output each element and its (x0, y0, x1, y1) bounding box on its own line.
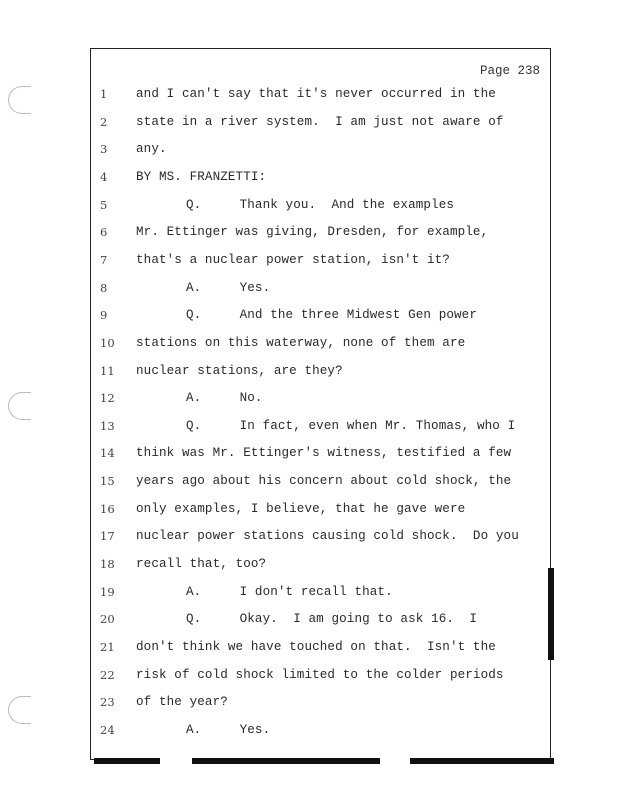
line-text: Q. And the three Midwest Gen power (186, 308, 477, 323)
line-number: 4 (100, 169, 108, 184)
line-text: any. (136, 142, 167, 157)
transcript-line (0, 308, 622, 328)
line-number: 22 (100, 667, 115, 682)
line-number: 20 (100, 612, 115, 627)
line-text: Q. Thank you. And the examples (186, 197, 455, 212)
line-text: A. No. (186, 391, 263, 406)
line-number: 14 (100, 446, 115, 461)
transcript-line (0, 364, 622, 384)
line-text: only examples, I believe, that he gave were (136, 501, 466, 516)
transcript-line (0, 253, 622, 273)
line-number: 16 (100, 501, 115, 516)
page-number: Page 238 (480, 64, 541, 78)
line-number: 17 (100, 529, 115, 544)
transcript-line (0, 529, 622, 549)
transcript-line (0, 198, 622, 218)
line-number: 5 (100, 197, 108, 212)
transcript-line (0, 225, 622, 245)
line-text: stations on this waterway, none of them are (136, 335, 466, 350)
transcript-line (0, 695, 622, 715)
line-text: of the year? (136, 695, 228, 710)
transcript-line (0, 391, 622, 411)
line-text: that's a nuclear power station, isn't it? (136, 252, 450, 267)
transcript-line (0, 640, 622, 660)
line-number: 24 (100, 722, 115, 737)
bottom-bar-gap (380, 758, 410, 764)
line-text: nuclear power stations causing cold shock. Do you (136, 529, 519, 544)
line-text: Q. In fact, even when Mr. Thomas, who I (186, 418, 516, 433)
line-number: 12 (100, 391, 115, 406)
line-text: think was Mr. Ettinger's witness, testified a few (136, 446, 512, 461)
line-number: 23 (100, 695, 115, 710)
transcript-line (0, 474, 622, 494)
line-number: 3 (100, 142, 108, 157)
transcript-line (0, 502, 622, 522)
transcript-line (0, 612, 622, 632)
line-text: A. Yes. (186, 722, 271, 737)
line-text: Q. Okay. I am going to ask 16. I (186, 612, 477, 627)
line-text: Mr. Ettinger was giving, Dresden, for example, (136, 225, 489, 240)
line-text: risk of cold shock limited to the colder periods (136, 667, 504, 682)
line-number: 21 (100, 640, 115, 654)
line-number: 15 (100, 474, 115, 489)
transcript-line (0, 170, 622, 190)
transcript-line (0, 419, 622, 439)
line-text: BY MS. FRANZETTI: (136, 169, 267, 184)
line-text: nuclear stations, are they? (136, 363, 343, 378)
line-number: 7 (100, 252, 108, 267)
transcript-line (0, 557, 622, 577)
line-number: 11 (100, 363, 115, 378)
transcript-line (0, 115, 622, 135)
line-number: 10 (100, 335, 115, 350)
transcript-line (0, 585, 622, 605)
line-number: 8 (100, 280, 108, 295)
transcript-line (0, 87, 622, 107)
line-text: A. Yes. (186, 280, 271, 295)
line-number: 9 (100, 308, 108, 323)
line-text: and I can't say that it's never occurred in the (136, 87, 496, 101)
line-text: don't think we have touched on that. Isn't the (136, 640, 496, 654)
line-text: state in a river system. I am just not aware of (136, 114, 504, 129)
bottom-bar-gap (160, 758, 192, 764)
line-text: recall that, too? (136, 557, 267, 572)
transcript-line (0, 668, 622, 688)
transcript-line (0, 142, 622, 162)
transcript-line (0, 281, 622, 301)
line-text: A. I don't recall that. (186, 584, 393, 599)
line-number: 6 (100, 225, 108, 240)
line-text: years ago about his concern about cold shock, the (136, 474, 512, 489)
line-number: 2 (100, 114, 108, 129)
transcript-line (0, 723, 622, 743)
line-number: 19 (100, 584, 115, 599)
line-number: 13 (100, 418, 115, 433)
line-number: 1 (100, 87, 108, 101)
transcript-line (0, 446, 622, 466)
transcript-line (0, 336, 622, 356)
line-number: 18 (100, 557, 115, 572)
